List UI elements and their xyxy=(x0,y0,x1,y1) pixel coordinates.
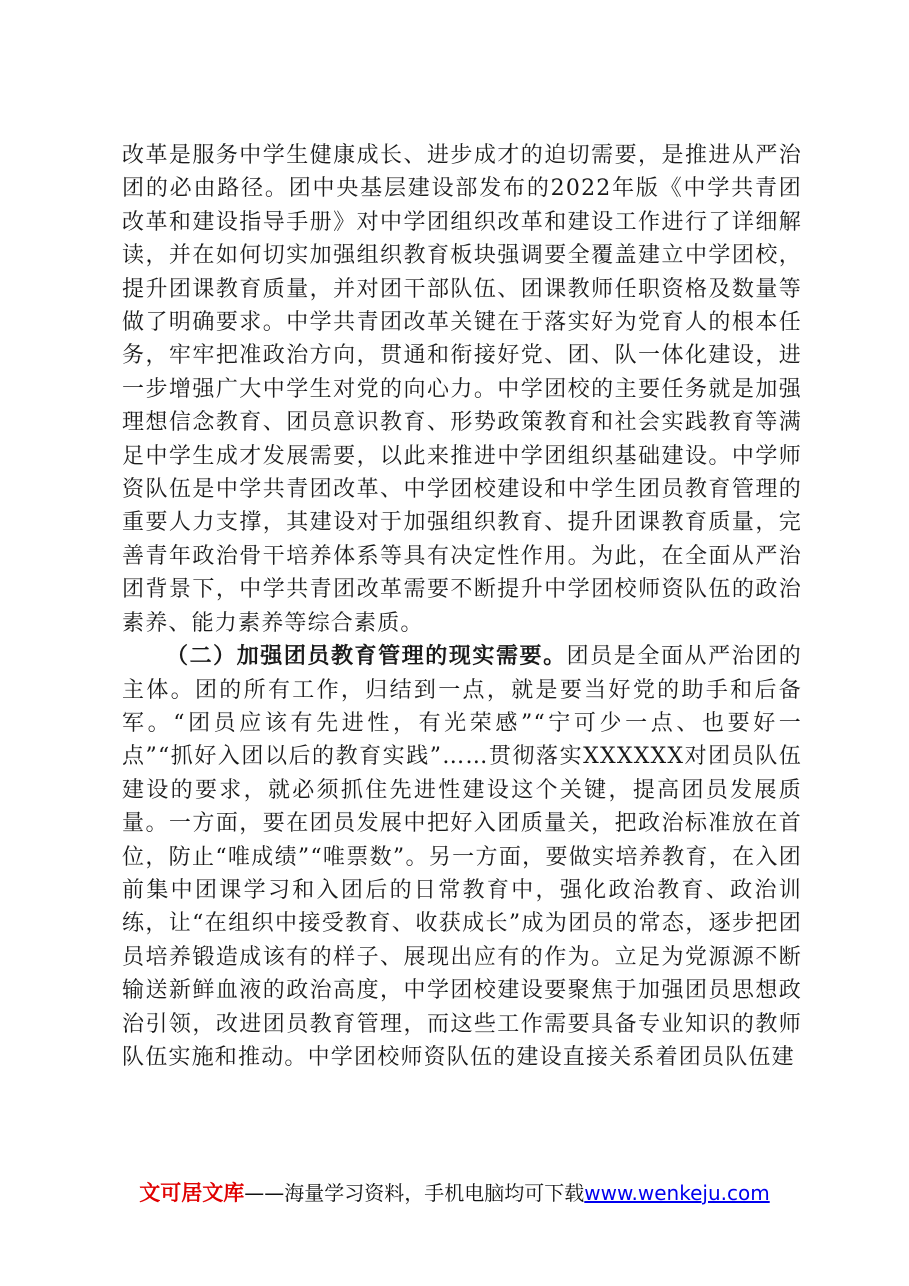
footer-tagline: ——海量学习资料，手机电脑均可下载 xyxy=(244,1181,585,1205)
document-body xyxy=(122,139,802,1074)
paragraph-2 xyxy=(122,640,802,1074)
footer-brand: 文可居文库 xyxy=(139,1181,245,1205)
paragraph-1 xyxy=(122,139,802,640)
section-heading: （二）加强团员教育管理的现实需要。 xyxy=(166,643,567,670)
footer-url-link[interactable]: www.wenkeju.com xyxy=(584,1181,770,1205)
paragraph-2-text: 团员是全面从严治团的主体。团的所有工作，归结到一点，就是要当好党的助手和后备军。“团员应该有先进性，有光荣感”“宁可少一点、也要好一点”“抓好入团以后的教育实践”……贯彻落实XXXXXX对团员队伍建设的要求，就必须抓住先进性建设这个关键，提高团员发展质量。一方面，要在团员发展中把好入团质量关，把政治标准放在首位，防止“唯成绩”“唯票数”。另一方面，要做实培养教育，在入团前集中团课学习和入团后的日常教育中，强化政治教育、政治训练，让“在组织中接受教育、收获成长”成为团员的常态，逐步把团员培养锻造成该有的样子、展现出应有的作为。立足为党源源不断输送新鲜血液的政治高度，中学团校建设要聚焦于加强团员思想政治引领，改进团员教育管理，而这些工作需要具备专业知识的教师队伍实施和推动。中学团校师资队伍的建设直接关系着团员队伍建 xyxy=(122,644,802,1070)
paragraph-1-text: 改革是服务中学生健康成长、进步成才的迫切需要，是推进从严治团的必由路径。团中央基层建设部发布的2022年版《中学共青团改革和建设指导手册》对中学团组织改革和建设工作进行了详细解读，并在如何切实加强组织教育板块强调要全覆盖建立中学团校，提升团课教育质量，并对团干部队伍、团课教师任职资格及数量等做了明确要求。中学共青团改革关键在于落实好为党育人的根本任务，牢牢把准政治方向，贯通和衔接好党、团、队一体化建设，进一步增强广大中学生对党的向心力。中学团校的主要任务就是加强理想信念教育、团员意识教育、形势政策教育和社会实践教育等满足中学生成才发展需要，以此来推进中学团组织基础建设。中学师资队伍是中学共青团改革、中学团校建设和中学生团员教育管理的重要人力支撑，其建设对于加强组织教育、提升团课教育质量，完善青年政治骨干培养体系等具有决定性作用。为此，在全面从严治团背景下，中学共青团改革需要不断提升中学团校师资队伍的政治素养、能力素养等综合素质。 xyxy=(122,143,802,636)
footer-banner xyxy=(0,1178,909,1208)
